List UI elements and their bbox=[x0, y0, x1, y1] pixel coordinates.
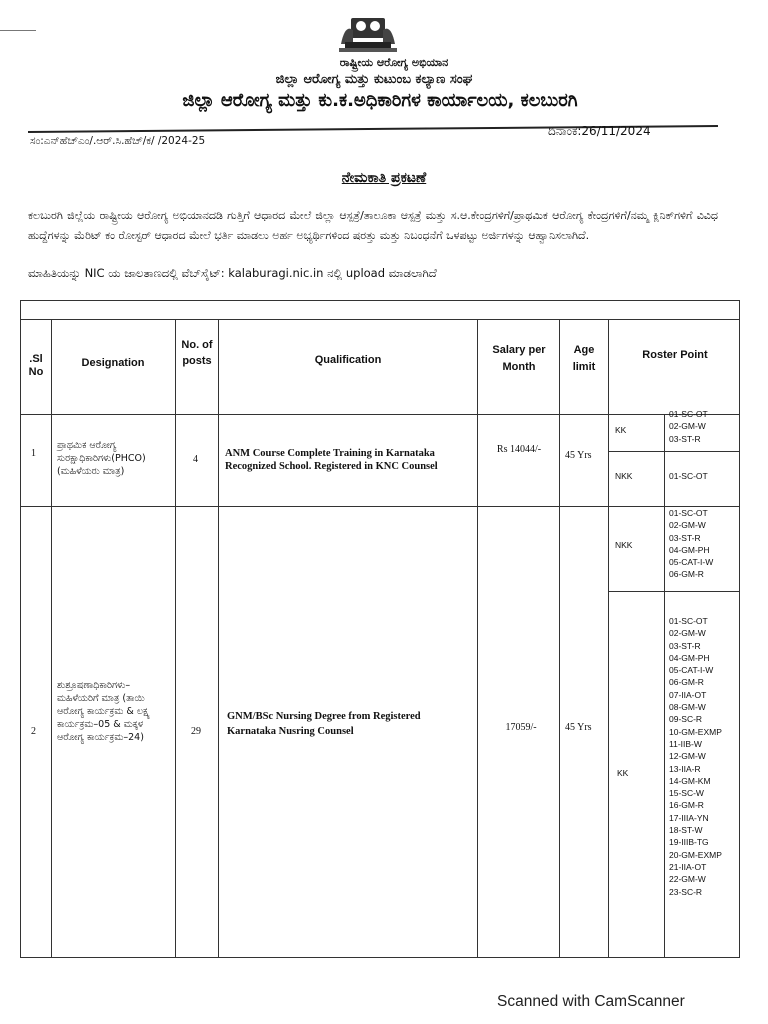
row2-salary: 17059/- bbox=[505, 722, 537, 733]
office-title: ಜಿಲ್ಲಾ ಆರೋಗ್ಯ ಮತ್ತು ಕು.ಕ.ಅಧಿಕಾರಿಗಳ ಕಾರ್ಯಾಲಯ, ಕಲಬುರಗಿ bbox=[182, 90, 578, 111]
row2-roster-nkk-points: 01-SC-OT 02-GM-W 03-ST-R 04-GM-PH 05-CAT-I-W 06-GM-R bbox=[669, 508, 714, 580]
row2-sl: 2 bbox=[31, 726, 36, 737]
col-rule-sl bbox=[51, 319, 52, 957]
header-age: Age limit bbox=[572, 344, 596, 373]
row2-age: 45 Yrs bbox=[565, 722, 592, 733]
row2-roster-kk-points: 01-SC-OT 02-GM-W 03-ST-R 04-GM-PH 05-CAT-I-W 06-GM-R 07-IIA-OT 08-GM-W 09-SC-R 10-GM-EXMP 11-IIB-W 12-GM-W 13-IIA-R 14-GM-KM 15-SC-W 16-GM-R 17-IIIA-YN 18-ST-W 19-IIIB-TG 20-GM-EXMP 21-IIA-OT 22-GM-W 23-SC-R bbox=[669, 616, 722, 897]
row1-qualification: ANM Course Complete Training in Karnataka Recognized School. Registered in KNC Counsel bbox=[225, 448, 438, 472]
col-rule-posts bbox=[218, 319, 219, 957]
scan-mark bbox=[0, 30, 36, 31]
row1-designation: ಪ್ರಾಥಮಿಕ ಆರೋಗ್ಯ ಸುರಕ್ಷಾಧಿಕಾರಿಗಳು(PHCO) (ಮಹಿಳೆಯರು ಮಾತ್ರ) bbox=[57, 440, 146, 477]
row1-age: 45 Yrs bbox=[565, 450, 592, 461]
website-note: ಮಾಹಿತಿಯನ್ನು NIC ಯ ಜಾಲತಾಣದಲ್ಲಿ ವೆಬ್‌ಸೈಟ್: kalaburagi.nic.in ನಲ್ಲಿ upload ಮಾಡಲಾಗಿದೆ bbox=[28, 266, 437, 280]
row2-qualification: GNM/BSc Nursing Degree from Registered Karnataka Nusring Counsel bbox=[227, 711, 421, 737]
row2-roster-nkk-label: NKK bbox=[615, 540, 633, 550]
notice-title: ನೇಮಕಾತಿ ಪ್ರಕಟಣೆ bbox=[341, 170, 427, 186]
header-designation: Designation bbox=[81, 357, 145, 369]
row1-roster-kk-points: 01-SC-OT 02-GM-W 03-ST-R bbox=[669, 409, 708, 444]
camscanner-watermark: Scanned with CamScanner bbox=[497, 993, 685, 1010]
government-emblem-icon bbox=[335, 14, 401, 54]
row1-roster-kk-label: KK bbox=[615, 425, 627, 435]
row2-roster-kk-label: KK bbox=[617, 768, 629, 778]
header-sl-no: .Sl No bbox=[28, 353, 44, 378]
reference-number: ಸಂ:ಎನ್‌ಹೆಚ್‌ಎಂ/.ಆರ್.ಸಿ.ಹೆಚ್/ಕ/ /2024-25 bbox=[30, 135, 206, 147]
roster-split-rule-1 bbox=[608, 451, 739, 452]
table-header-rule bbox=[21, 414, 739, 415]
row2-posts: 29 bbox=[191, 726, 201, 737]
vacancy-table bbox=[20, 300, 740, 958]
header-salary: Salary per Month bbox=[492, 344, 546, 373]
row1-roster-nkk-points: 01-SC-OT bbox=[669, 471, 708, 481]
header-roster: Roster Point bbox=[642, 349, 708, 361]
col-rule-roster-category bbox=[664, 414, 665, 957]
notice-body: ಕಲಬುರಗಿ ಜಿಲ್ಲೆಯ ರಾಷ್ಟ್ರೀಯ ಆರೋಗ್ಯ ಅಭಿಯಾನದಡಿ ಗುತ್ತಿಗೆ ಆಧಾರದ ಮೇಲೆ ಜಿಲ್ಲಾ ಆಸ್ಪತ್ರೆ/ತಾಲೂಕಾ ಆಸ್ಪತ್ರೆ ಮತ್ತು ಸ.ಆ.ಕೇಂದ್ರಗಳಿಗೆ/ಪ್ರಾಥಮಿಕ ಆರೋಗ್ಯ ಕೇಂದ್ರಗಳಿಗೆ/ನಮ್ಮ ಕ್ಲಿನಿಕ್‌ಗಳಿಗೆ ವಿವಿಧ ಹುದ್ದೆಗಳನ್ನು ಮೆರಿಟ್ ಕಂ ರೋಸ್ಟರ್ ಆಧಾರದ ಮೇಲೆ ಭರ್ತಿ ಮಾಡಲು ಅರ್ಹ ಅಭ್ಯರ್ಥಿಗಳಿಂದ ಷರತ್ತು ಮತ್ತು ನಿಬಂಧನೆಗೆ ಒಳಪಟ್ಟು ಅರ್ಜಿಗಳನ್ನು ಆಹ್ವಾನಿಸಲಾಗಿದೆ. bbox=[28, 209, 718, 242]
header-qualification: Qualification bbox=[314, 354, 382, 366]
header-line-2: ಜಿಲ್ಲಾ ಆರೋಗ್ಯ ಮತ್ತು ಕುಟುಂಬ ಕಲ್ಯಾಣ ಸಂಘ bbox=[275, 72, 473, 87]
header-line-1: ರಾಷ್ಟ್ರೀಯ ಆರೋಗ್ಯ ಅಭಿಯಾನ bbox=[339, 56, 449, 69]
row1-posts: 4 bbox=[193, 454, 198, 465]
row1-salary: Rs 14044/- bbox=[496, 444, 542, 455]
table-row-rule bbox=[21, 506, 739, 507]
header-posts: No. of posts bbox=[181, 339, 213, 367]
col-rule-qualification bbox=[477, 319, 478, 957]
row1-sl: 1 bbox=[31, 448, 36, 459]
notice-date: ದಿನಾಂಕ:26/11/2024 bbox=[548, 124, 651, 138]
row2-designation: ಶುಶ್ರೂಷಣಾಧಿಕಾರಿಗಳು– ಮಹಿಳೆಯರಿಗೆ ಮಾತ್ರ (ತಾಯಿ ಆರೋಗ್ಯ ಕಾರ್ಯಕ್ರಮ & ಲಕ್ಷ್ಯ ಕಾರ್ಯಕ್ರಮ–05 & ಮಕ್ಕಳ ಆರೋಗ್ಯ ಕಾರ್ಯಕ್ರಮ–24) bbox=[57, 680, 150, 743]
roster-split-rule-2 bbox=[608, 591, 739, 592]
col-rule-age bbox=[608, 319, 609, 957]
col-rule-designation bbox=[175, 319, 176, 957]
table-top-rule bbox=[21, 319, 739, 320]
row1-roster-nkk-label: NKK bbox=[615, 471, 633, 481]
col-rule-salary bbox=[559, 319, 560, 957]
